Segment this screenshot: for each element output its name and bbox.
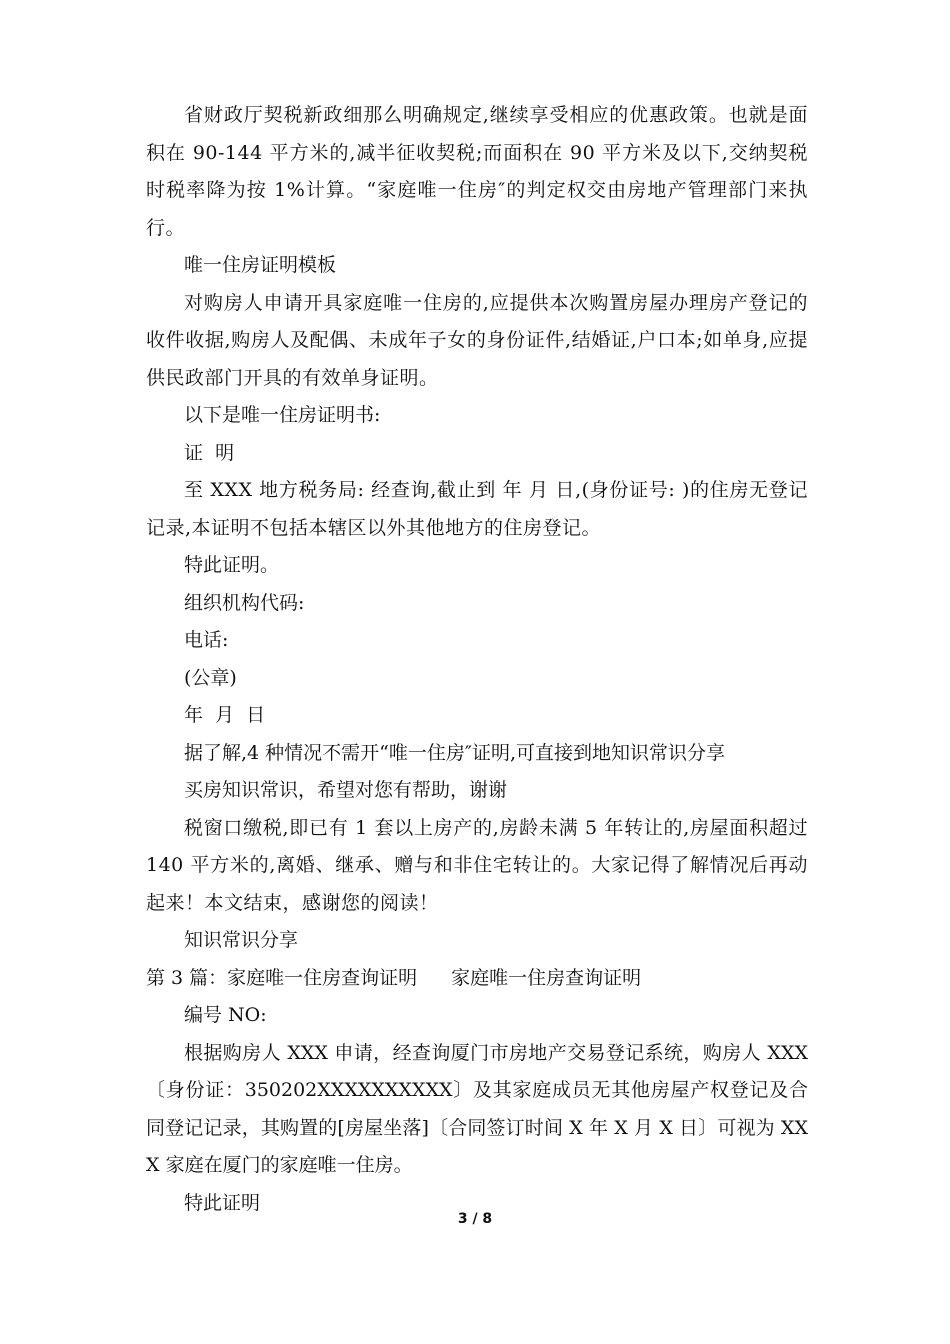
paragraph-tax-policy: 省财政厅契税新政细那么明确规定,继续享受相应的优惠政策。也就是面积在 90-144 平方米的,减半征收契税;而面积在 90 平方米及以下,交纳契税时税率降为按 1%计算。“家庭唯一住房″的判定权交由房地产管理部门来执行。 xyxy=(146,104,808,239)
paragraph-buying-tips: 买房知识常识，希望对您有帮助，谢谢 xyxy=(184,779,508,801)
section-heading xyxy=(146,960,808,998)
document-body xyxy=(146,97,808,1222)
paragraph-query-result: 根据购房人 XXX 申请，经查询厦门市房地产交易登记系统，购房人 XXX〔身份证：350202XXXXXXXXXX〕及其家庭成员无其他房屋产权登记及合同登记记录，其购置的[房屋坐落]〔合同签订时间 X 年 X 月 X 日〕可视为 XXX 家庭在厦门的家庭唯一住房。 xyxy=(146,1041,808,1176)
paragraph-certificate-body: 至 XXX 地方税务局: 经查询,截止到 年 月 日,(身份证号: )的住房无登记记录,本证明不包括本辖区以外其他地方的住房登记。 xyxy=(146,479,808,539)
section-heading-part1: 第 3 篇：家庭唯一住房查询证明 xyxy=(146,966,418,989)
paragraph-serial-number: 编号 NO: xyxy=(184,1004,267,1026)
paragraph-four-situations: 据了解,4 种情况不需开“唯一住房″证明,可直接到地知识常识分享 xyxy=(184,741,726,764)
page-number: 3 / 8 xyxy=(457,1211,493,1227)
paragraph-certificate-heading: 证 明 xyxy=(184,441,235,464)
paragraph-org-code: 组织机构代码: xyxy=(184,591,305,614)
paragraph-date-line: 年 月 日 xyxy=(184,704,266,726)
paragraph-certificate-intro: 以下是唯一住房证明书: xyxy=(184,404,381,426)
paragraph-hereby-certify: 特此证明。 xyxy=(184,554,280,576)
paragraph-hereby-certify-2: 特此证明 xyxy=(184,1191,261,1214)
paragraph-phone: 电话: xyxy=(184,629,229,651)
paragraph-knowledge-share: 知识常识分享 xyxy=(184,929,299,951)
paragraph-tax-window: 税窗口缴税,即已有 1 套以上房产的,房龄未满 5 年转让的,房屋面积超过 140 平方米的,离婚、继承、赠与和非住宅转让的。大家记得了解情况后再动起来！本文结束，感谢您的阅读！ xyxy=(146,816,808,914)
paragraph-template-title: 唯一住房证明模板 xyxy=(184,254,337,276)
paragraph-application-requirements: 对购房人申请开具家庭唯一住房的,应提供本次购置房屋办理房产登记的收件收据,购房人及配偶、未成年子女的身份证件,结婚证,户口本;如单身,应提供民政部门开具的有效单身证明。 xyxy=(146,291,808,389)
section-heading-part2: 家庭唯一住房查询证明 xyxy=(451,966,642,989)
paragraph-official-seal: (公章) xyxy=(184,666,237,689)
